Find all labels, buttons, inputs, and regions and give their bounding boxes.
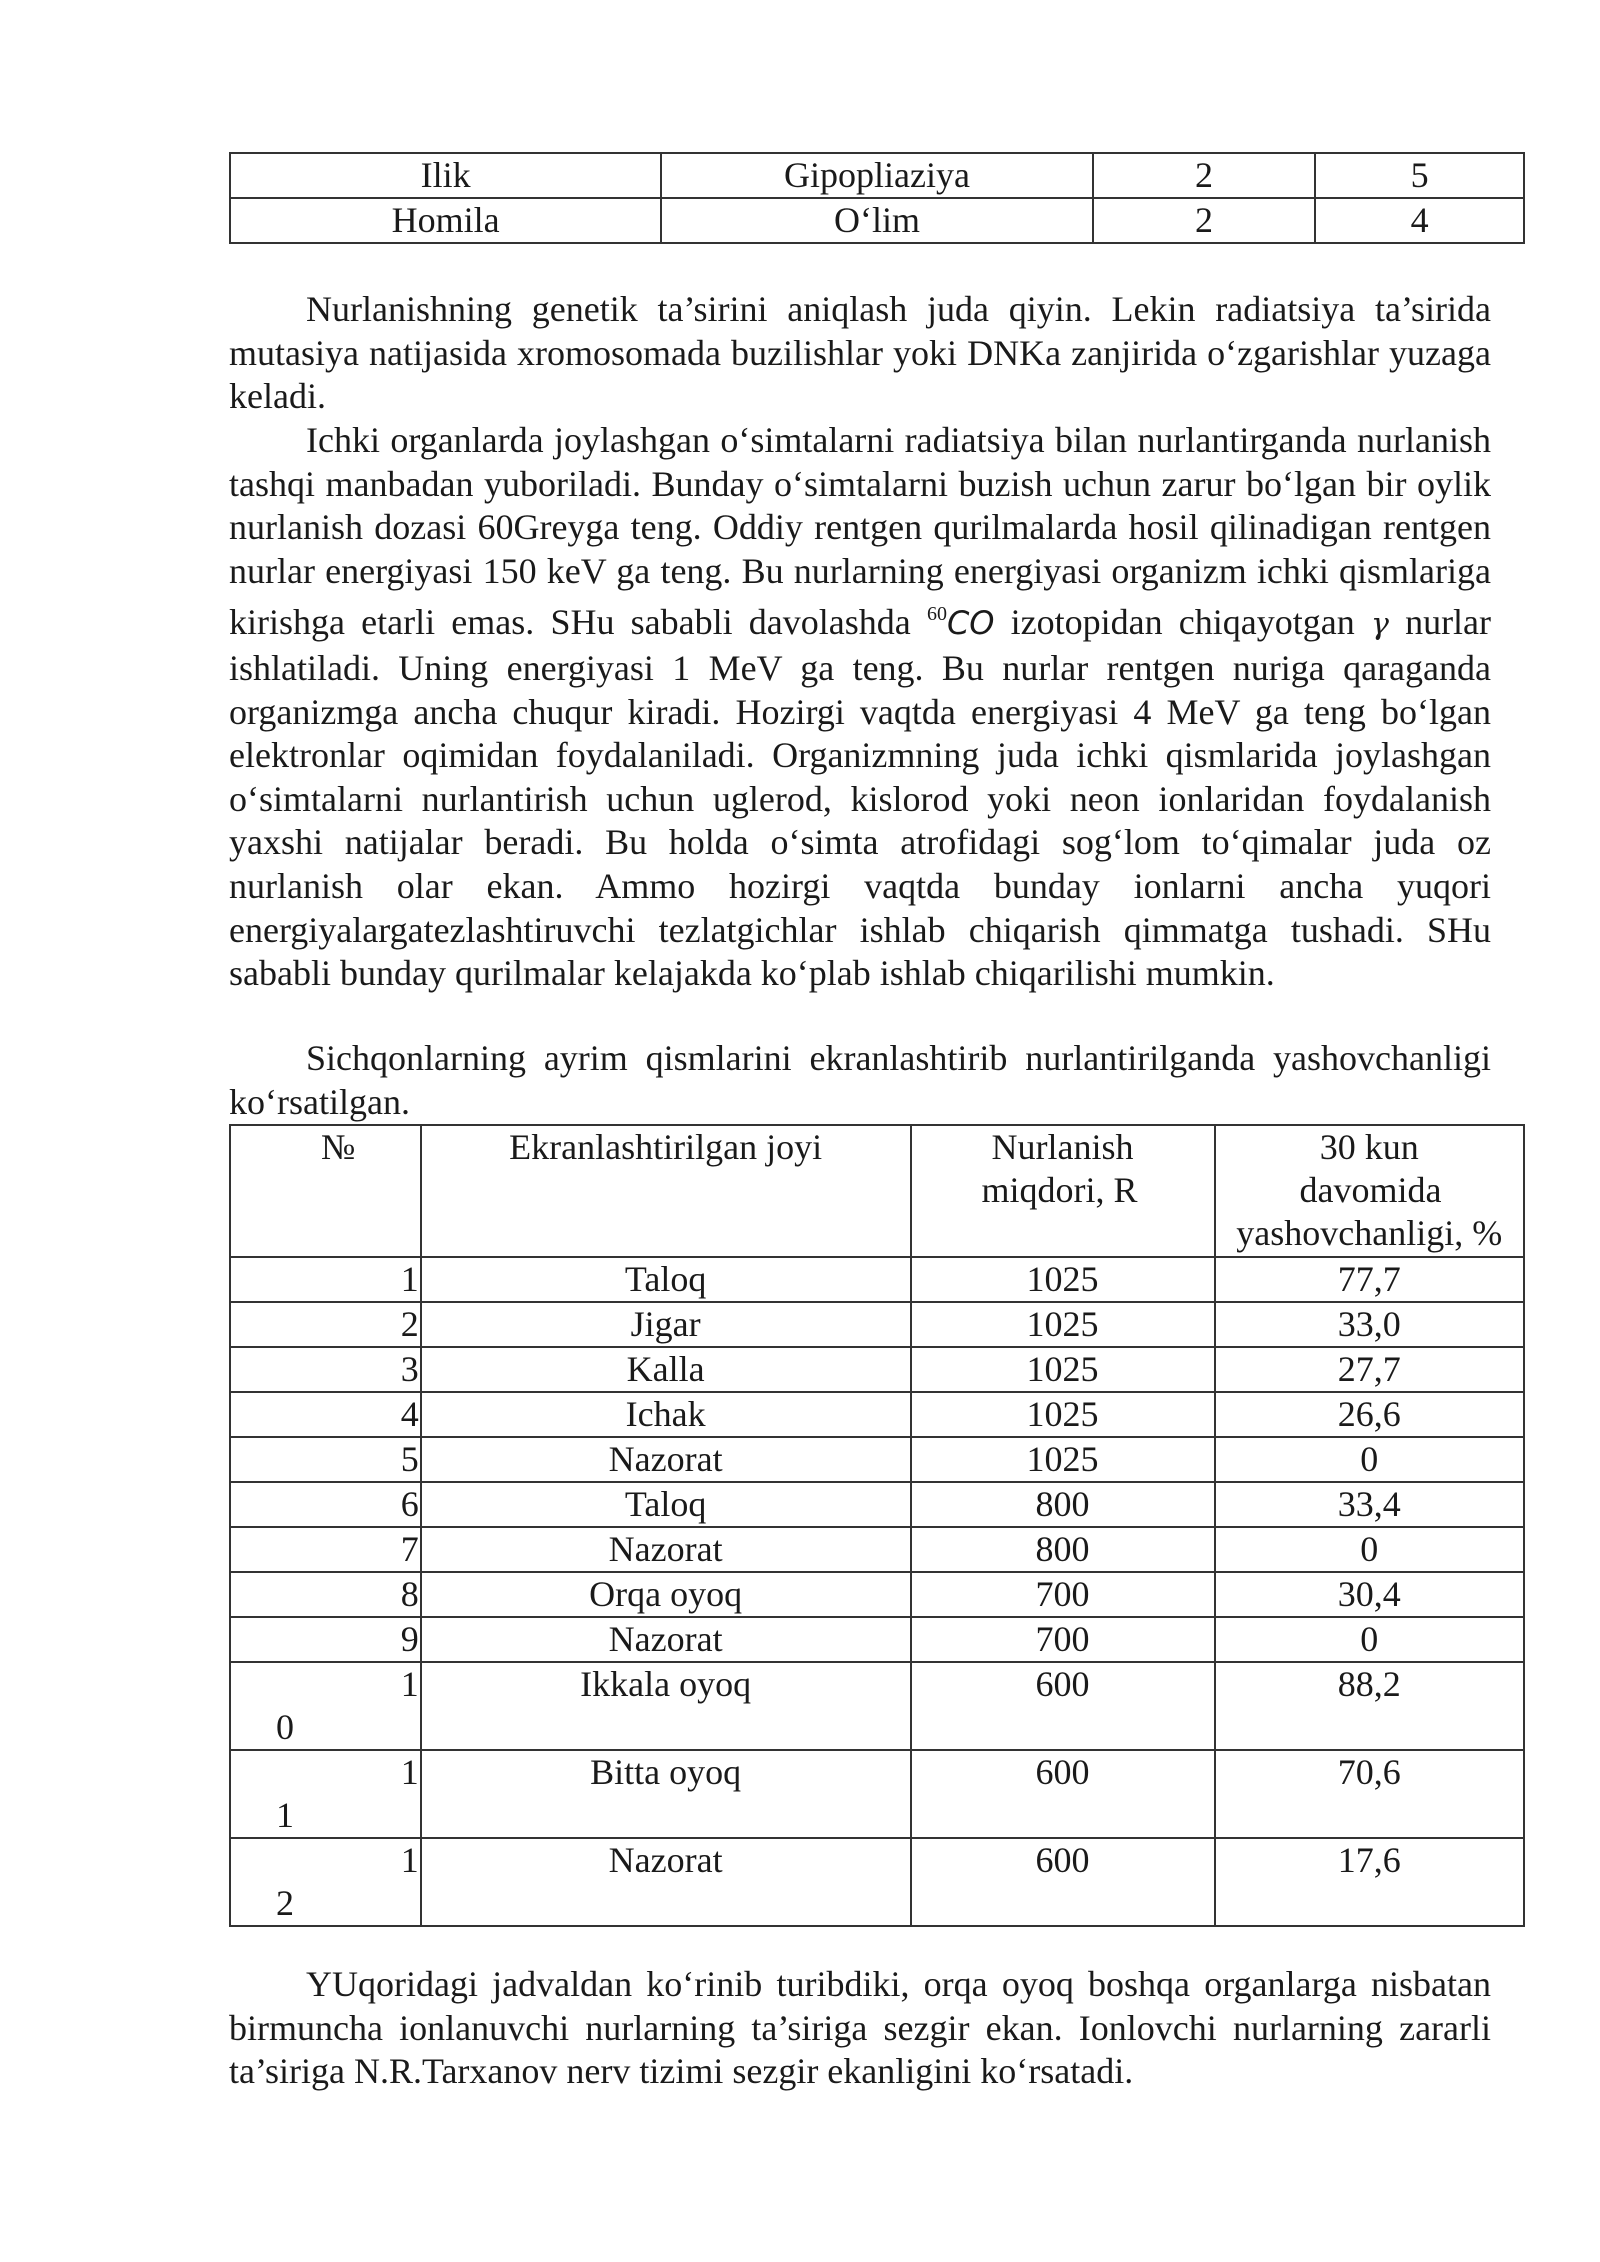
row-place: Nazorat	[421, 1838, 911, 1926]
table-cell: Ilik	[230, 153, 661, 198]
table-cell: 5	[1315, 153, 1524, 198]
row-place: Nazorat	[421, 1437, 911, 1482]
row-survival: 17,6	[1215, 1838, 1525, 1926]
row-number	[230, 1347, 421, 1392]
table-row	[230, 1257, 1524, 1302]
row-survival: 77,7	[1215, 1257, 1525, 1302]
row-place: Orqa oyoq	[421, 1572, 911, 1617]
table-row	[230, 1750, 1524, 1838]
table-row	[230, 153, 1524, 198]
row-survival: 26,6	[1215, 1392, 1525, 1437]
row-dose: 600	[911, 1838, 1215, 1926]
paragraph-text: nurlar ishlatiladi. Uning energiyasi 1 MeV ga teng. Bu nurlar rentgen nuriga qaraganda organizmga ancha chuqur kiradi. Hozirgi vaqtda energiyasi 4 MeV ga teng bo‘lgan elektronlar oqimidan foydalaniladi. Organizmning juda ichki qismlarida joylashgan o‘simtalarni nurlantirish uchun uglerod, kislorod yoki neon ionlaridan foydalanish yaxshi natijalar beradi. Bu holda o‘simta atrofidagi sog‘lom to‘qimalar juda oz nurlanish olar ekan. Ammo hozirgi vaqtda bunday ionlarni ancha yuqori energiyalargatezlashtiruvchi tezlatgichlar ishlab chiqarish qimmatga tushadi. SHu sababli bunday qurilmalar kelajakda ko‘plab ishlab chiqarilishi mumkin.	[229, 602, 1492, 994]
row-number-digit: 1	[400, 1840, 419, 1880]
row-dose: 1025	[911, 1302, 1215, 1347]
row-number-digit: 3	[400, 1349, 419, 1389]
table-cell: 4	[1315, 198, 1524, 243]
row-number-digit: 1	[400, 1664, 419, 1704]
table-row	[230, 1527, 1524, 1572]
survival-table	[229, 1124, 1525, 1927]
row-number-digit: 4	[400, 1394, 419, 1434]
row-place: Bitta oyoq	[421, 1750, 911, 1838]
table-row	[230, 1838, 1524, 1926]
table-row	[230, 1482, 1524, 1527]
row-number	[230, 1527, 421, 1572]
top-table	[229, 152, 1525, 244]
row-dose: 700	[911, 1617, 1215, 1662]
row-dose: 1025	[911, 1347, 1215, 1392]
row-survival: 27,7	[1215, 1347, 1525, 1392]
header-num: №	[230, 1125, 421, 1257]
paragraph-conclusion	[229, 1963, 1491, 2094]
row-number	[230, 1750, 421, 1838]
row-survival: 0	[1215, 1617, 1525, 1662]
row-place: Taloq	[421, 1257, 911, 1302]
header-dose-line1: Nurlanish	[991, 1127, 1134, 1167]
row-dose: 1025	[911, 1437, 1215, 1482]
table-row	[230, 1347, 1524, 1392]
paragraph-text: YUqoridagi jadvaldan ko‘rinib turibdiki, orqa oyoq boshqa organlarga nisbatan birmuncha ionlanuvchi nurlarning ta’siriga sezgir ekan. Ionlovchi nurlarning zararli ta’siriga N.R.Tarxanov nerv tizimi sezgir ekanligini ko‘rsatadi.	[229, 1964, 1491, 2092]
table-row	[230, 198, 1524, 243]
row-dose: 1025	[911, 1392, 1215, 1437]
row-number-digit: 5	[400, 1439, 419, 1479]
table-cell: Gipopliaziya	[661, 153, 1092, 198]
paragraph-genetic	[229, 288, 1491, 419]
header-place: Ekranlashtirilgan joyi	[421, 1125, 911, 1257]
paragraph-text: Sichqonlarning ayrim qismlarini ekranlashtirib nurlantirilganda yashovchanligi ko‘rsatilgan.	[229, 1038, 1491, 1122]
row-place: Jigar	[421, 1302, 911, 1347]
row-number	[230, 1392, 421, 1437]
row-number-digit: 9	[400, 1619, 419, 1659]
row-number	[230, 1482, 421, 1527]
row-survival: 70,6	[1215, 1750, 1525, 1838]
row-number-digit: 1	[276, 1795, 294, 1835]
row-dose: 700	[911, 1572, 1215, 1617]
paragraph-text: Nurlanishning genetik ta’sirini aniqlash juda qiyin. Lekin radiatsiya ta’sirida mutasiya natijasida xromosomada buzilishlar yoki DNKa zanjirida o‘zgarishlar yuzaga keladi.	[229, 289, 1491, 417]
row-survival: 33,0	[1215, 1302, 1525, 1347]
header-survival	[1215, 1125, 1525, 1257]
table-header-row	[230, 1125, 1524, 1257]
row-survival: 0	[1215, 1437, 1525, 1482]
row-dose: 600	[911, 1662, 1215, 1750]
row-place: Kalla	[421, 1347, 911, 1392]
header-surv-line2: davomida	[1299, 1170, 1442, 1210]
row-survival: 33,4	[1215, 1482, 1525, 1527]
row-place: Ikkala oyoq	[421, 1662, 911, 1750]
row-dose: 800	[911, 1527, 1215, 1572]
table-row	[230, 1572, 1524, 1617]
row-survival: 30,4	[1215, 1572, 1525, 1617]
row-number	[230, 1257, 421, 1302]
header-surv-line1: 30 kun	[1319, 1127, 1419, 1167]
header-dose	[911, 1125, 1215, 1257]
row-number	[230, 1302, 421, 1347]
header-dose-line2: miqdori, R	[981, 1170, 1138, 1210]
isotope-symbol: CO	[946, 604, 995, 643]
row-place: Taloq	[421, 1482, 911, 1527]
row-number-digit: 2	[400, 1304, 419, 1344]
row-survival: 0	[1215, 1527, 1525, 1572]
row-number-digit: 1	[400, 1259, 419, 1299]
table-row	[230, 1617, 1524, 1662]
header-surv-line3: yashovchanligi, %	[1236, 1213, 1503, 1253]
paragraph-text: Ichki organlarda joylashgan o‘simtalarni radiatsiya bilan nurlantirganda nurlanish tashqi manbadan yuboriladi. Bunday o‘simtalarni buzish uchun zarur bo‘lgan bir oylik nurlanish dozasi 60Greyga teng. Oddiy rentgen qurilmalarda hosil qilinadigan rentgen nurlar energiyasi 150 keV ga teng. Bu nurlarning energiyasi organizm ichki qismlariga kirishga etarli emas. SHu sababli davolashda	[229, 420, 1491, 643]
paragraph-radiation	[229, 419, 1491, 996]
row-number-digit: 8	[400, 1574, 419, 1614]
table-row	[230, 1437, 1524, 1482]
row-number-digit: 2	[276, 1883, 294, 1923]
table-cell: 2	[1093, 198, 1316, 243]
row-dose: 800	[911, 1482, 1215, 1527]
isotope-mass: 60	[926, 603, 947, 626]
row-number-digit: 7	[400, 1529, 419, 1569]
row-dose: 600	[911, 1750, 1215, 1838]
row-dose: 1025	[911, 1257, 1215, 1302]
table-cell: 2	[1093, 153, 1316, 198]
paragraph-mice	[229, 1037, 1491, 1124]
table-cell: O‘lim	[661, 198, 1092, 243]
row-place: Ichak	[421, 1392, 911, 1437]
row-number	[230, 1838, 421, 1926]
row-survival: 88,2	[1215, 1662, 1525, 1750]
row-number	[230, 1617, 421, 1662]
table-row	[230, 1392, 1524, 1437]
table-cell: Homila	[230, 198, 661, 243]
row-number-digit: 0	[276, 1707, 294, 1747]
row-number-digit: 1	[400, 1752, 419, 1792]
table-row	[230, 1302, 1524, 1347]
gamma-symbol: γ	[1370, 607, 1389, 643]
row-number	[230, 1662, 421, 1750]
table-row	[230, 1662, 1524, 1750]
row-number-digit: 6	[400, 1484, 419, 1524]
row-place: Nazorat	[421, 1617, 911, 1662]
row-number	[230, 1437, 421, 1482]
row-number	[230, 1572, 421, 1617]
row-place: Nazorat	[421, 1527, 911, 1572]
paragraph-text: izotopidan chiqayotgan	[1010, 602, 1355, 643]
